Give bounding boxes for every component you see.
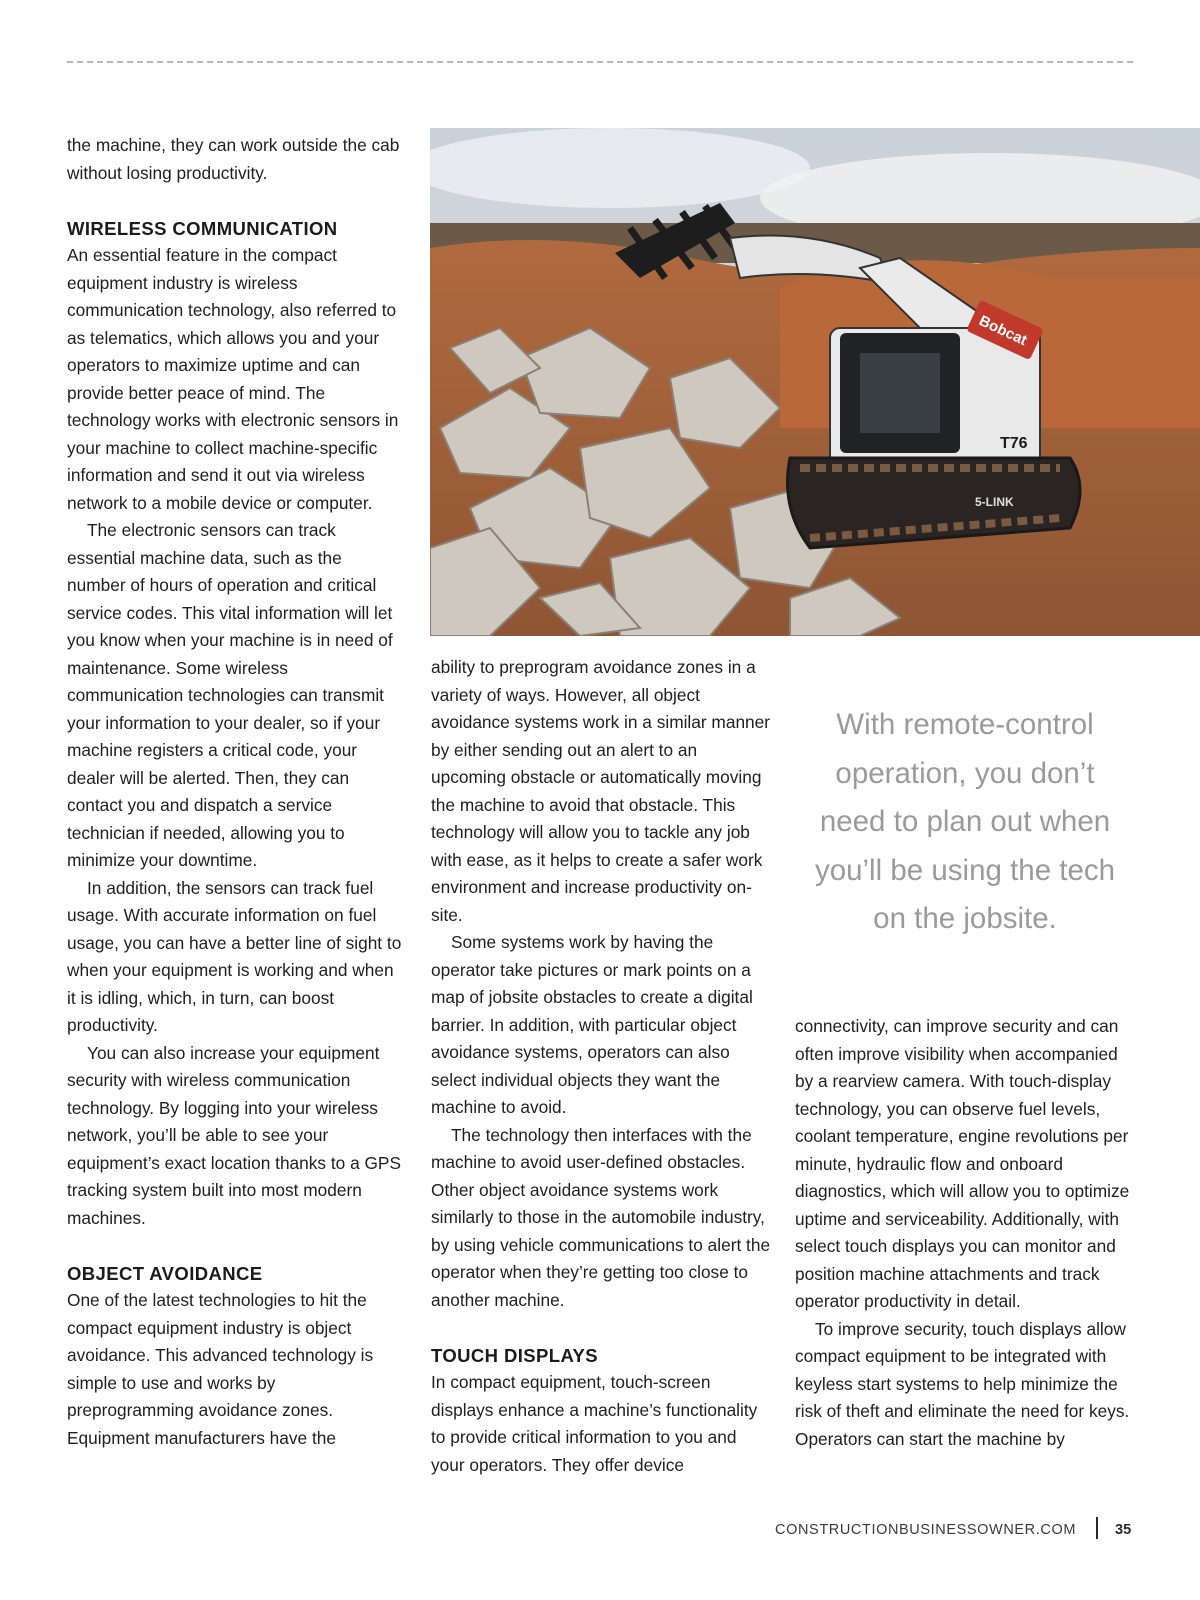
paragraph: In addition, the sensors can track fuel usage. With accurate information on fuel usage, you can have a better line of sight to when your equipment is working and when it is idling, which, in turn, can boost productivity. <box>67 877 402 1035</box>
paragraph: To improve security, touch displays allow compact equipment to be integrated with keyless start systems to help minimize the risk of theft and eliminate the need for keys. Operators can start the machine by <box>795 1318 1130 1449</box>
paragraph: ability to preprogram avoidance zones in a variety of ways. However, all object avoidance systems work in a similar manner by either sending out an alert to an upcoming obstacle or automatically moving the machine to avoid that obstacle. This technology will allow you to tackle any job with ease, as it helps to create a safer work environment and increase productivity on-site. <box>431 657 771 925</box>
paragraph: One of the latest technologies to hit the compact equipment industry is object avoidance. This advanced technology is simple to use and works by preprogramming avoidance zones. Equipment manufacturers have the <box>67 1290 374 1448</box>
model-decal: T76 <box>1000 435 1028 452</box>
paragraph: the machine, they can work outside the cab without losing productivity. <box>67 135 400 183</box>
paragraph: The technology then interfaces with the machine to avoid user-defined obstacles. Other object avoidance systems work similarly to those in the automobile industry, by using vehicle communications to alert the operator when they’re getting too close to another machine. <box>431 1124 771 1310</box>
paragraph: connectivity, can improve security and can often improve visibility when accompanied by a rearview camera. With touch-display technology, you can observe fuel levels, coolant temperature, engine revolutions per minute, hydraulic flow and onboard diagnostics, which will allow you to optimize uptime and serviceability. Additionally, with select touch displays you can monitor and position machine attachments and track operator productivity in detail. <box>795 1016 1130 1311</box>
paragraph: Some systems work by having the operator take pictures or mark points on a map of jobsite obstacles to create a digital barrier. In addition, with particular object avoidance systems, operators can also select individual objects they want the machine to avoid. <box>431 932 753 1117</box>
paragraph: An essential feature in the compact equipment industry is wireless communication technology, also referred to as telematics, which allows you and your operators to maximize uptime and can provide better peace of mind. The technology works with electronic sensors in your machine to collect machine-specific information and send it out via wireless network to a mobile device or computer. <box>67 245 399 513</box>
article-column-3 <box>795 1013 1140 1453</box>
paragraph: In compact equipment, touch-screen displays enhance a machine’s functionality to provide critical information to you and your operators. They offer device <box>431 1372 758 1475</box>
section-heading-object-avoidance: OBJECT AVOIDANCE <box>67 1262 263 1284</box>
paragraph: The electronic sensors can track essential machine data, such as the number of hours of operation and critical service codes. This vital information will let you know when your machine is in need of maintenance. Some wireless communication technologies can transmit your information to your dealer, so if your machine registers a critical code, your dealer will be alerted. Then, they can contact you and dispatch a service technician if needed, allowing you to minimize your downtime. <box>67 520 393 870</box>
paragraph: You can also increase your equipment security with wireless communication technology. By logging into your wireless network, you’ll be able to see your equipment’s exact location thanks to a GPS tracking system built into most modern machines. <box>67 1042 401 1228</box>
section-heading-touch-displays: TOUCH DISPLAYS <box>431 1344 598 1366</box>
brand-decal: Bobcat <box>976 312 1030 350</box>
top-divider <box>67 61 1133 63</box>
footer-website: CONSTRUCTIONBUSINESSOWNER.COM <box>775 1522 1076 1538</box>
section-heading-wireless: WIRELESS COMMUNICATION <box>67 217 338 239</box>
footer-divider <box>1096 1517 1098 1539</box>
article-column-2 <box>431 654 771 1479</box>
pull-quote: With remote-control operation, you don’t need to plan out when you’ll be using the tech on the jobsite. <box>814 708 1116 935</box>
page-number: 35 <box>1115 1522 1132 1538</box>
article-column-1 <box>67 132 402 1452</box>
skid-steer-photo <box>430 128 1200 636</box>
track-decal: 5-LINK <box>975 495 1014 509</box>
